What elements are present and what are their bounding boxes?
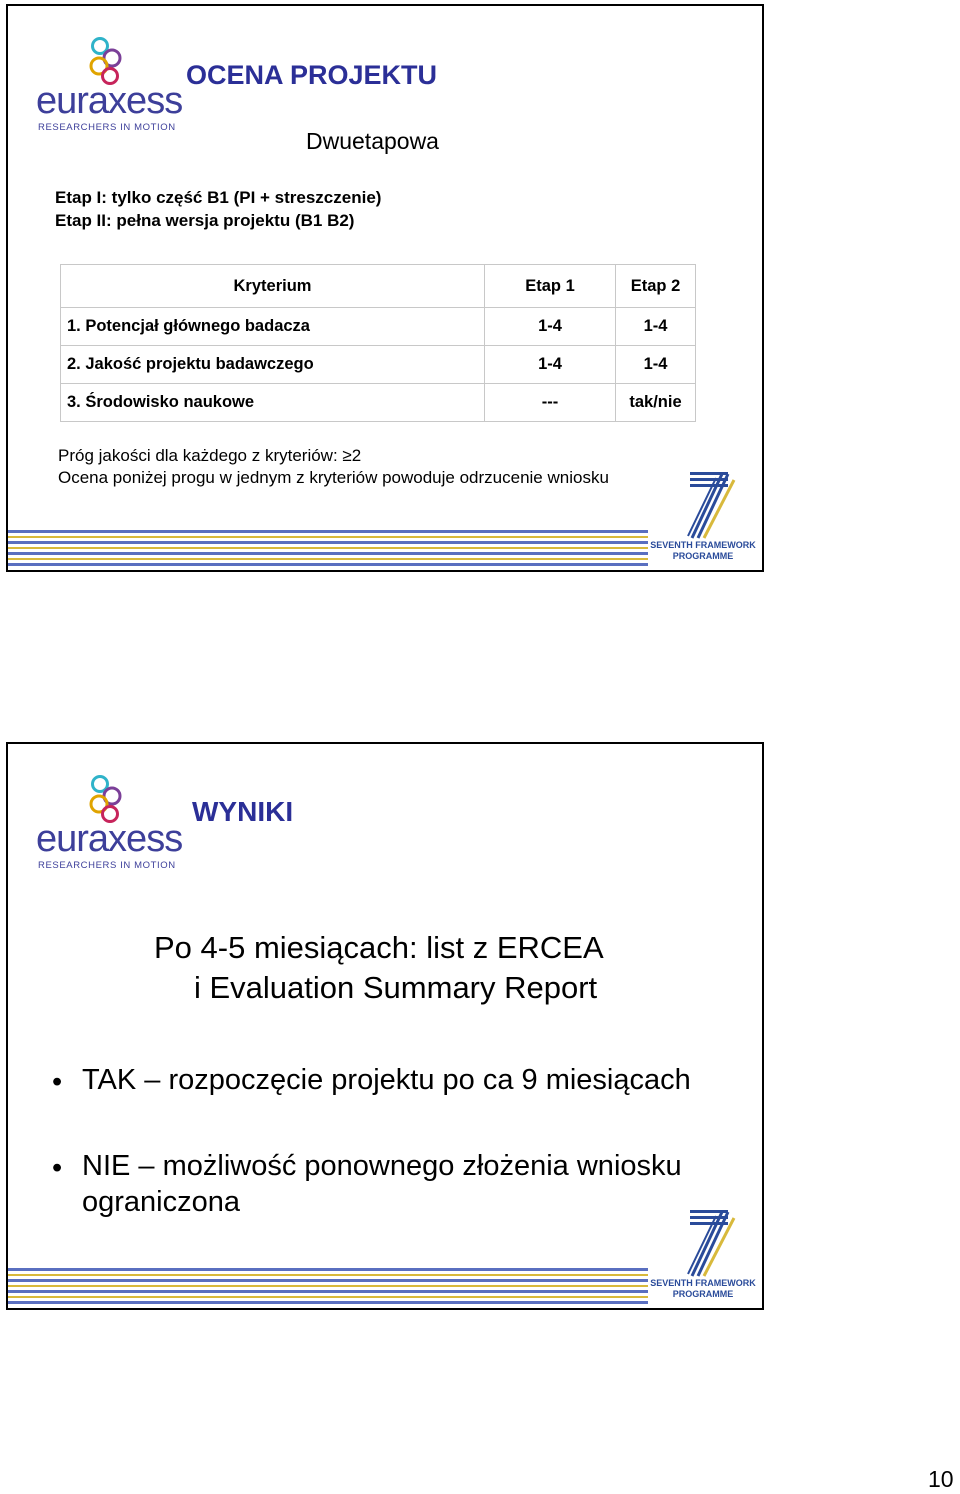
slide-ocena-projektu xyxy=(6,4,764,572)
page-number: 10 xyxy=(928,1466,954,1492)
fp7-logo xyxy=(648,1208,758,1304)
main-text-line-1: Po 4-5 miesiącach: list z ERCEA xyxy=(154,930,604,965)
fp7-logo xyxy=(648,470,758,566)
footer-stripes xyxy=(8,524,648,572)
fp7-text: SEVENTH FRAMEWORK xyxy=(650,540,756,550)
etap-line-1: Etap I: tylko część B1 (PI + streszczenie) xyxy=(55,188,382,207)
euraxess-logo xyxy=(36,774,183,871)
fp7-seven-icon xyxy=(648,1208,758,1278)
slide-title: WYNIKI xyxy=(192,796,294,827)
slide-wyniki xyxy=(6,742,764,1310)
table-cell: 1-4 xyxy=(485,346,616,384)
table-cell: 1-4 xyxy=(485,308,616,346)
euraxess-wordmark: euraxess xyxy=(36,818,183,860)
table-cell: --- xyxy=(485,384,616,422)
fp7-text: SEVENTH FRAMEWORK xyxy=(650,1278,756,1288)
header-cell: Etap 1 xyxy=(485,265,616,308)
main-text-line-2: i Evaluation Summary Report xyxy=(194,970,598,1005)
fp7-seven-icon xyxy=(648,470,758,540)
bullet-icon: • xyxy=(52,1152,63,1184)
header-cell: Kryterium xyxy=(61,265,485,308)
table-cell: 1-4 xyxy=(616,308,696,346)
fp7-text: PROGRAMME xyxy=(672,551,734,561)
bullet-nie-cont: ograniczona xyxy=(82,1186,240,1218)
threshold-text: Próg jakości dla każdego z kryteriów: ≥2 xyxy=(58,446,362,465)
table-row xyxy=(61,308,696,346)
euraxess-tagline: RESEARCHERS IN MOTION xyxy=(38,122,176,133)
euraxess-tagline: RESEARCHERS IN MOTION xyxy=(38,860,176,871)
header-cell: Etap 2 xyxy=(616,265,696,308)
etap-line-2: Etap II: pełna wersja projektu (B1 B2) xyxy=(55,211,355,230)
table-cell: 3. Środowisko naukowe xyxy=(61,384,485,422)
euraxess-logo xyxy=(36,36,183,133)
table-header-row xyxy=(61,265,696,308)
criteria-table xyxy=(60,264,696,422)
table-cell: 1-4 xyxy=(616,346,696,384)
table-cell: 2. Jakość projektu badawczego xyxy=(61,346,485,384)
table-row xyxy=(61,346,696,384)
rejection-text: Ocena poniżej progu w jednym z kryteriów powoduje odrzucenie wniosku xyxy=(58,468,609,487)
table-cell: tak/nie xyxy=(616,384,696,422)
euraxess-wordmark: euraxess xyxy=(36,80,183,122)
table-row xyxy=(61,384,696,422)
bullet-tak: TAK – rozpoczęcie projektu po ca 9 miesiącach xyxy=(82,1064,691,1096)
slide-subtitle: Dwuetapowa xyxy=(306,128,439,154)
footer-stripes xyxy=(8,1262,648,1310)
slide-title: OCENA PROJEKTU xyxy=(186,60,438,90)
bullet-icon: • xyxy=(52,1066,63,1098)
table-cell: 1. Potencjał głównego badacza xyxy=(61,308,485,346)
fp7-text: PROGRAMME xyxy=(672,1289,734,1299)
bullet-nie: NIE – możliwość ponownego złożenia wniosku xyxy=(82,1150,682,1182)
